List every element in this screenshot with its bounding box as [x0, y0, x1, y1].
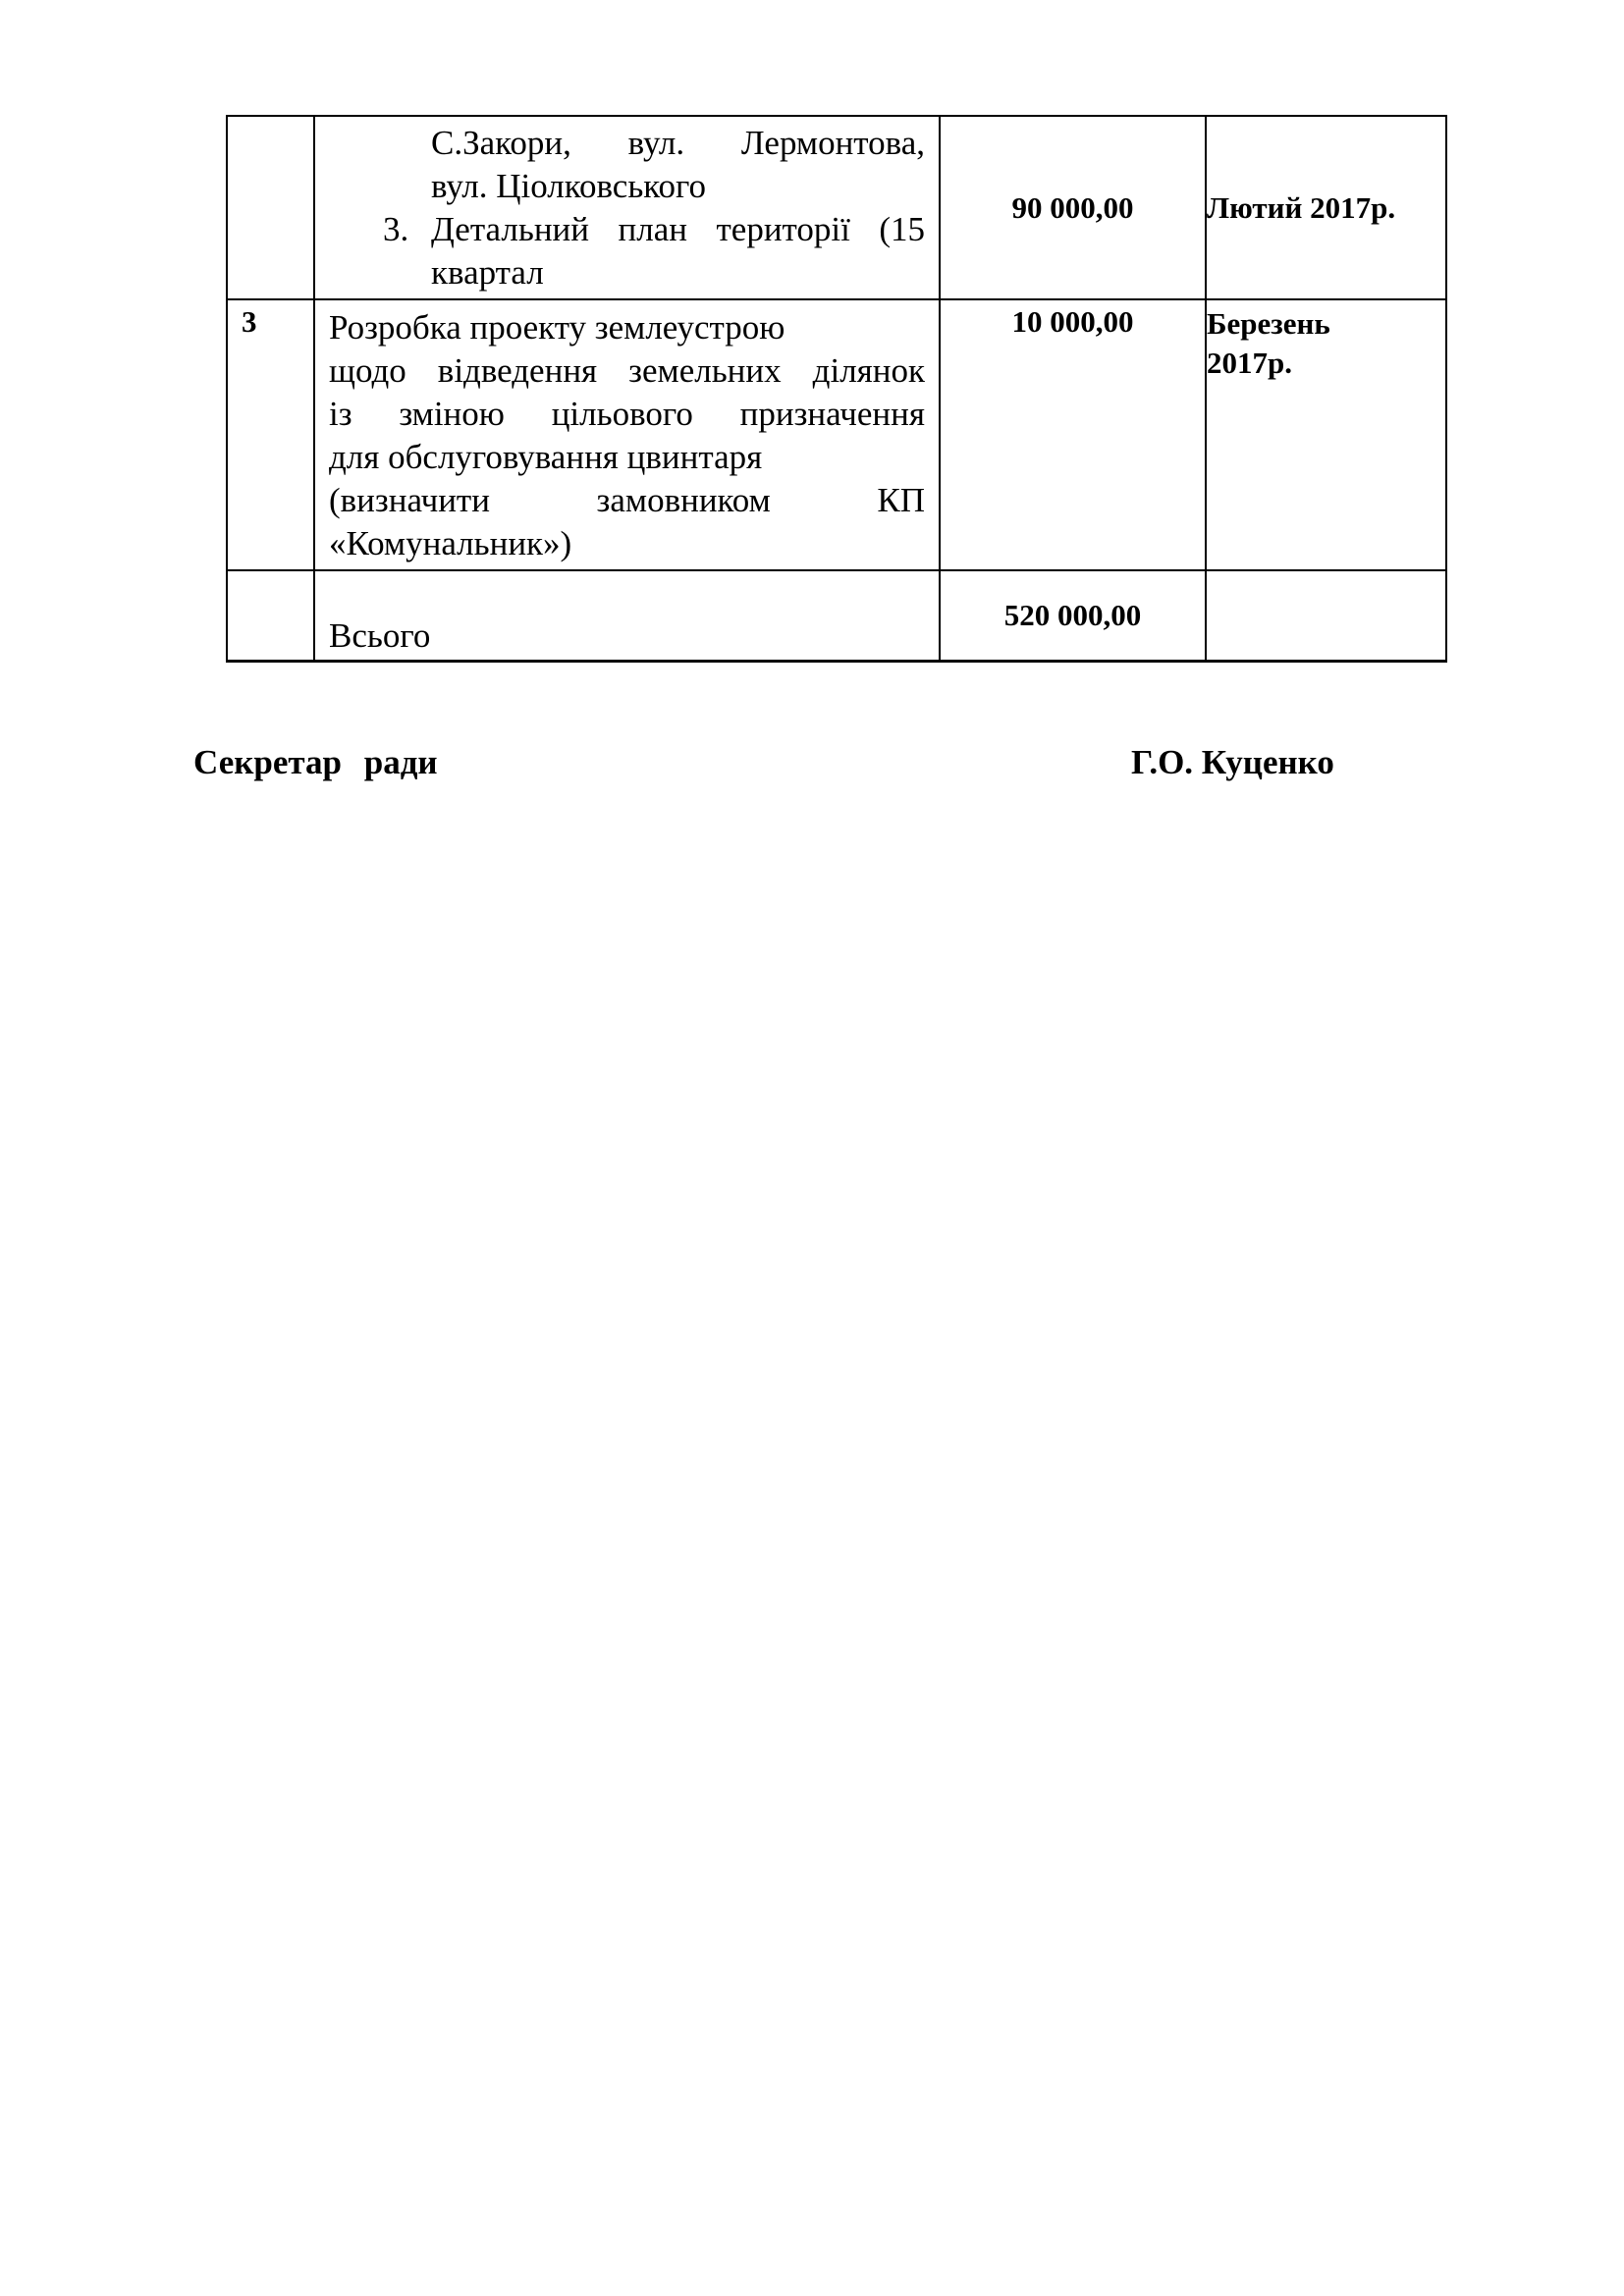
- table-row: [227, 116, 1446, 299]
- description-line: «Комунальник»): [329, 524, 572, 562]
- period-line: Березень: [1207, 306, 1330, 341]
- description-line: (визначити замовником КП: [329, 481, 925, 519]
- period-cell: [1206, 299, 1446, 570]
- period-cell: [1206, 570, 1446, 661]
- description-line: щодо відведення земельних ділянок: [329, 351, 925, 390]
- description-line: Детальний план території (15: [431, 210, 925, 248]
- amount-cell: 90 000,00: [940, 116, 1206, 299]
- row-number-cell: [227, 570, 314, 661]
- table-row: [227, 299, 1446, 570]
- signature-name: Г.О. Куценко: [1131, 743, 1334, 781]
- description-line: Розробка проекту землеустрою: [329, 308, 785, 347]
- description-line: вул. Ціолковського: [431, 167, 707, 205]
- total-row: [227, 570, 1446, 661]
- period-line: 2017р.: [1207, 346, 1292, 380]
- budget-table: [226, 115, 1447, 663]
- total-amount-cell: 520 000,00: [940, 570, 1206, 661]
- description-cell: [314, 299, 940, 570]
- list-item: [329, 208, 925, 294]
- total-label: Всього: [329, 615, 431, 655]
- amount-cell: 10 000,00: [940, 299, 1206, 570]
- list-item-number: 3.: [383, 210, 409, 248]
- description-line: із зміною цільового призначення: [329, 395, 925, 433]
- description-line: для обслуговування цвинтаря: [329, 438, 763, 476]
- description-line: квартал: [431, 253, 544, 292]
- description-line: С.Закори, вул. Лермонтова,: [431, 124, 925, 162]
- period-cell: Лютий 2017р.: [1206, 116, 1446, 299]
- total-label-cell: [314, 570, 940, 661]
- signature-position: Секретар ради: [193, 743, 438, 781]
- row-number-cell: 3: [227, 299, 314, 570]
- row-number-cell: [227, 116, 314, 299]
- description-cell: [314, 116, 940, 299]
